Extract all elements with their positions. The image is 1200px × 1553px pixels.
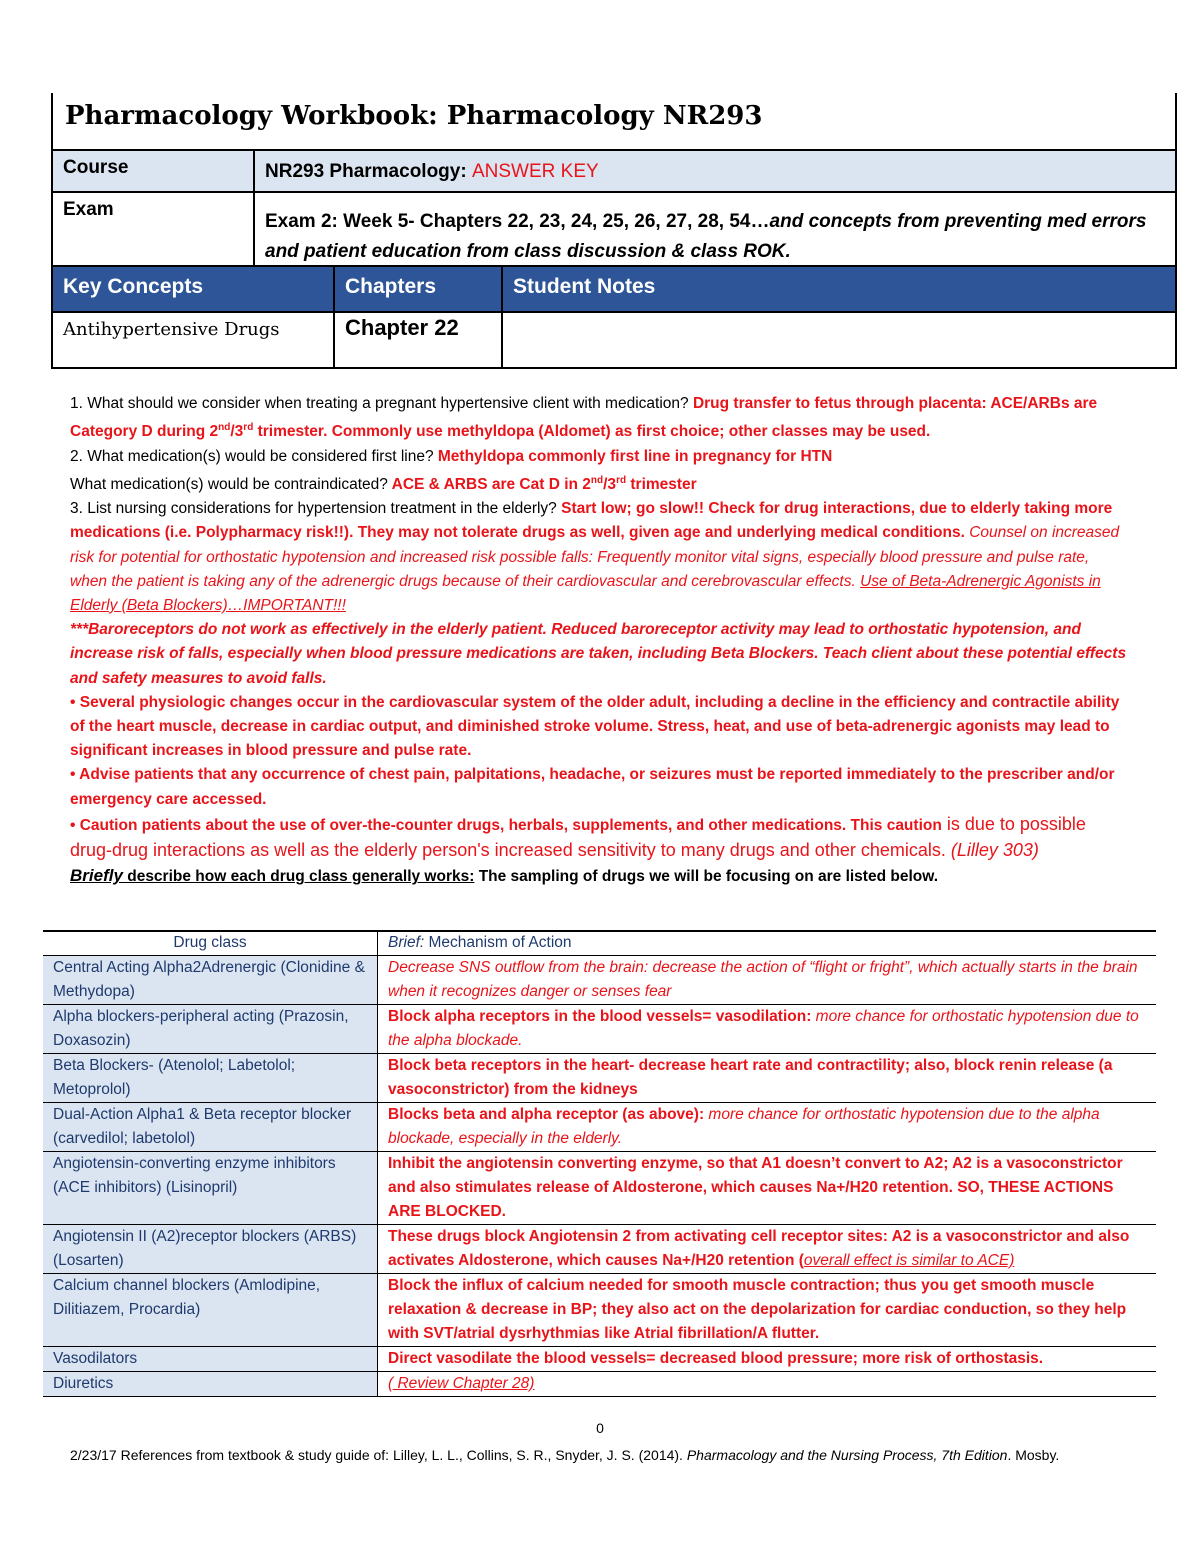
drug-class-table (43, 931, 1156, 1397)
table-row (43, 1372, 1156, 1397)
answer-body (70, 392, 1130, 889)
drug-class-cell: Angiotensin II (A2)receptor blockers (ARBS) (Losarten) (43, 1225, 378, 1274)
table-row (43, 1225, 1156, 1274)
course-value: NR293 Pharmacology: ANSWER KEY (265, 161, 599, 182)
table-header-row (43, 931, 1156, 956)
columns-header-row (53, 267, 1175, 313)
bullet-1: • Several physiologic changes occur in the cardiovascular system of the older adult, including a decline in the efficiency and contractile ability of the heart muscle, decrease in cardiac output, and diminished stroke volume. Stress, heat, and use of beta-adrenergic agonists may lead to significant increases in blood pressure and pulse rate. (70, 693, 1120, 760)
concept-cell: Antihypertensive Drugs (53, 313, 335, 367)
table-row (43, 956, 1156, 1005)
drug-class-cell: Angiotensin-converting enzyme inhibitors (ACE inhibitors) (Lisinopril) (43, 1152, 378, 1225)
exam-label: Exam (53, 193, 255, 265)
header-drug-class: Drug class (43, 931, 378, 956)
page-number: 0 (596, 1420, 604, 1436)
reference-footer: 2/23/17 References from textbook & study guide of: Lilley, L. L., Collins, S. R., Snyder, J. S. (2014). Pharmacology and the Nursing Process, 7th Edition. Mosby. (70, 1447, 1060, 1463)
course-row (53, 151, 1175, 193)
bullet-2: • Advise patients that any occurrence of chest pain, palpitations, headache, or seizures must be reported immediately to the prescriber and/or emergency care accessed. (70, 766, 1115, 808)
drug-class-cell: Beta Blockers- (Atenolol; Labetolol; Metoprolol) (43, 1054, 378, 1103)
briefly-line: Briefly describe how each drug class generally works: The sampling of drugs we will be focusing on are listed below. (70, 866, 939, 886)
table-row (43, 1005, 1156, 1054)
drug-class-cell: Diuretics (43, 1372, 378, 1397)
moa-cell: These drugs block Angiotensin 2 from activating cell receptor sites: A2 is a vasoconstrictor and also activates Aldosterone, which causes Na+/H20 retention (overall effect is similar to ACE) (378, 1225, 1157, 1274)
moa-cell: Block beta receptors in the heart- decrease heart rate and contractility; also, block renin release (a vasoconstrictor) from the kidneys (378, 1054, 1157, 1103)
q1-block: 1. What should we consider when treating a pregnant hypertensive client with medication? Drug transfer to fetus through placenta: ACE/ARBs are Category D during 2nd/3rd trimester. Commonly use methyldopa (Aldomet) as first choice; other classes may be used. (70, 395, 1098, 441)
header-moa: Brief: Mechanism of Action (378, 931, 1157, 956)
course-label: Course (53, 151, 255, 191)
drug-class-cell: Calcium channel blockers (Amlodipine, Dilitiazem, Procardia) (43, 1274, 378, 1347)
q3-block: 3. List nursing considerations for hypertension treatment in the elderly? Start low; go slow!! Check for drug interactions, due to elderly taking more medications (i.e. Polypharmacy risk!!). They may not tolerate drugs as well, given age and underlying medical conditions. Counsel on increased risk for potential for orthostatic hypotension and increased risk possible falls: Frequently monitor vital signs, especially blood pressure and pulse rate, when the patient is taking any of the adrenergic drugs because of their cardiovascular and cerebrovascular effects. Use of Beta-Adrenergic Agonists in Elderly (Beta Blockers)…IMPORTANT!!! (70, 500, 1120, 614)
col-student-notes: Student Notes (513, 275, 656, 298)
notes-cell (503, 313, 1175, 367)
table-row (43, 1103, 1156, 1152)
bullet-3: • Caution patients about the use of over-the-counter drugs, herbals, supplements, and other medications. This caution is due to possible drug-drug interactions as well as the elderly person's increased sensitivity to many drugs and other chemicals. (Lilley 303) (70, 813, 1086, 860)
table-row (43, 1152, 1156, 1225)
table-row (43, 1347, 1156, 1372)
col-chapters: Chapters (335, 267, 503, 311)
moa-cell: Block alpha receptors in the blood vessels= vasodilation: more chance for orthostatic hypotension due to the alpha blockade. (378, 1005, 1157, 1054)
drug-class-cell: Central Acting Alpha2Adrenergic (Clonidine & Methydopa) (43, 956, 378, 1005)
page-title: Pharmacology Workbook: Pharmacology NR293 (65, 101, 763, 131)
concept-row (53, 313, 1175, 369)
moa-cell: Decrease SNS outflow from the brain: decrease the action of “flight or fright”, which actually starts in the brain when it recognizes danger or senses fear (378, 956, 1157, 1005)
moa-cell: Blocks beta and alpha receptor (as above): more chance for orthostatic hypotension due to the alpha blockade, especially in the elderly. (378, 1103, 1157, 1152)
header-table (51, 93, 1177, 369)
exam-row (53, 193, 1175, 267)
chapter-cell: Chapter 22 (335, 313, 503, 367)
moa-cell: ( Review Chapter 28) (378, 1372, 1157, 1397)
table-row (43, 1274, 1156, 1347)
drug-class-cell: Alpha blockers-peripheral acting (Prazosin, Doxasozin) (43, 1005, 378, 1054)
drug-class-cell: Vasodilators (43, 1347, 378, 1372)
drug-class-cell: Dual-Action Alpha1 & Beta receptor blocker (carvedilol; labetolol) (43, 1103, 378, 1152)
title-row (53, 93, 1175, 151)
table-row (43, 1054, 1156, 1103)
q2-block: 2. What medication(s) would be considered first line? Methyldopa commonly first line in pregnancy for HTN (70, 447, 833, 465)
baroreceptor-note: ***Baroreceptors do not work as effectively in the elderly patient. Reduced baroreceptor activity may lead to orthostatic hypotension, and increase risk of falls, especially when blood pressure medications are taken, including Beta Blockers. Teach client about these potential effects and safety measures to avoid falls. (70, 621, 1127, 687)
col-key-concepts: Key Concepts (53, 267, 335, 311)
moa-cell: Direct vasodilate the blood vessels= decreased blood pressure; more risk of orthostasis. (378, 1347, 1157, 1372)
q2b-block: What medication(s) would be contraindicated? ACE & ARBS are Cat D in 2nd/3rd trimester (70, 474, 697, 493)
moa-cell: Block the influx of calcium needed for smooth muscle contraction; thus you get smooth muscle relaxation & decrease in BP; they also act on the depolarization for cardiac conduction, so they help with SVT/atrial dysrhythmias like Atrial fibrillation/A flutter. (378, 1274, 1157, 1347)
exam-value: Exam 2: Week 5- Chapters 22, 23, 24, 25, 26, 27, 28, 54…and concepts from preventing med errors and patient education from class discussion & class ROK. (265, 211, 1147, 262)
moa-cell: Inhibit the angiotensin converting enzyme, so that A1 doesn’t convert to A2; A2 is a vasoconstrictor and also stimulates release of Aldosterone, which causes Na+/H20 retention. SO, THESE ACTIONS ARE BLOCKED. (378, 1152, 1157, 1225)
